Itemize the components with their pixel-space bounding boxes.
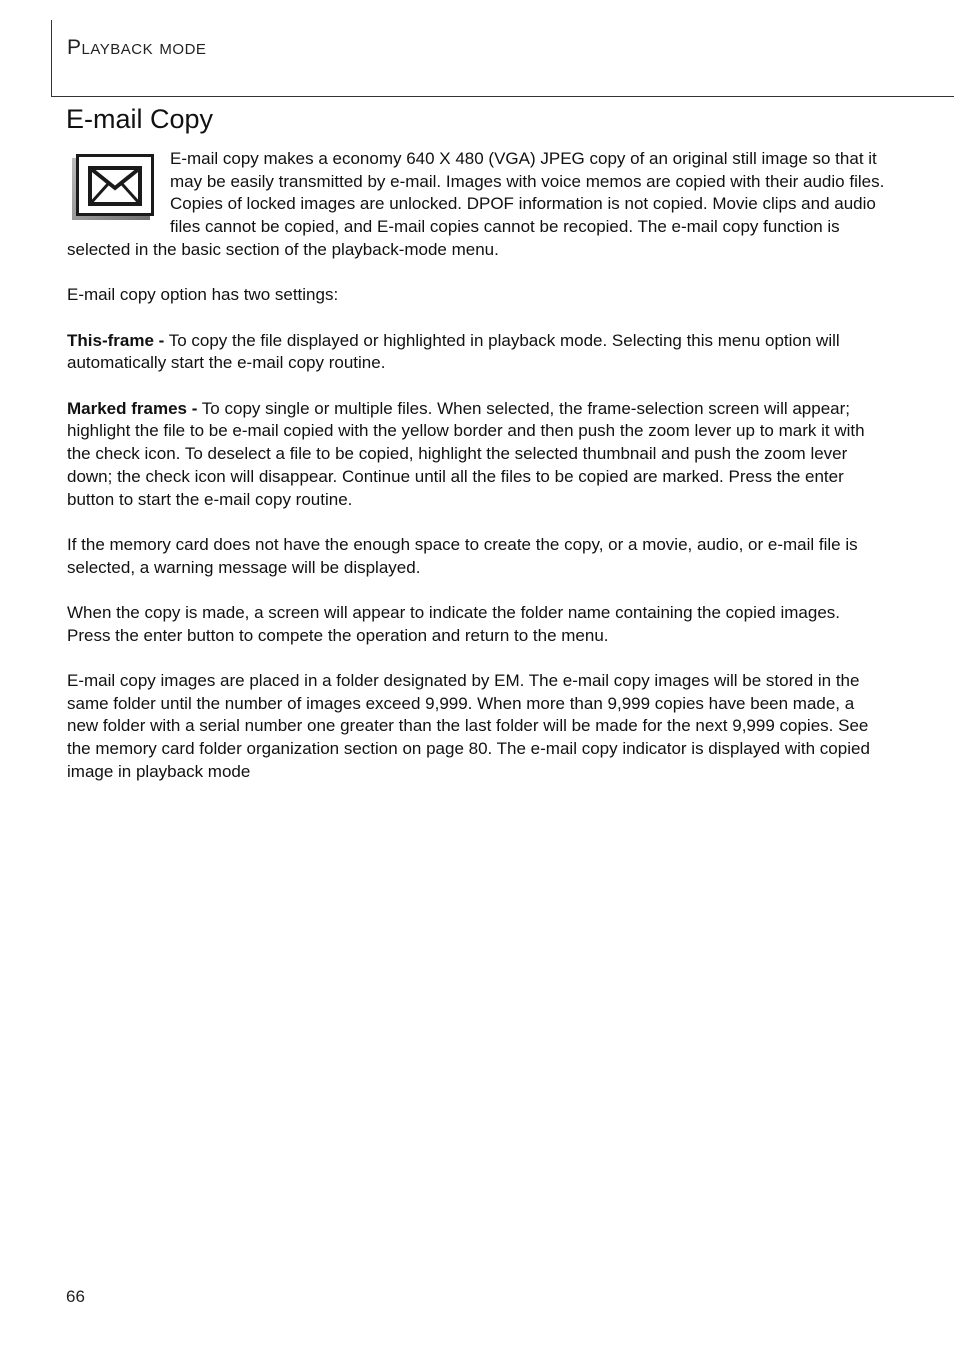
marked-frames-term: Marked frames -	[67, 398, 198, 418]
email-copy-icon	[72, 154, 154, 218]
marked-frames-text: To copy single or multiple files. When selected, the frame-selection screen will appear; highlight the file to be e-mail copied with the yellow border and then push the zoom lever up to mark it with the check icon. To deselect a file to be copied, highlight the selected thumbnail and push the zoom lever down; the check icon will disappear. Continue until all the files to be copied are marked. Press the enter button to start the e-mail copy routine.	[67, 398, 865, 509]
folder-paragraph: E-mail copy images are placed in a folder designated by EM. The e-mail copy images will be stored in the same folder until the number of images exceed 9,999. When more than 9,999 copies have been made, a new folder with a serial number one greater than the last folder will be made for the next 9,999 copies. See the memory card folder organization section on page 80. The e-mail copy indicator is displayed with copied image in playback mode	[67, 671, 870, 781]
this-frame-paragraph	[67, 330, 887, 375]
section-header: Playback mode	[67, 36, 207, 59]
intro-paragraph	[67, 148, 887, 262]
this-frame-text: To copy the file displayed or highlighted in playback mode. Selecting this menu option will automatically start the e-mail copy routine.	[67, 330, 840, 373]
page-number: 66	[66, 1287, 85, 1306]
this-frame-term: This-frame -	[67, 330, 165, 350]
main-content	[67, 148, 887, 806]
page-title: E-mail Copy	[66, 104, 214, 134]
intro-text: E-mail copy makes a economy 640 X 480 (VGA) JPEG copy of an original still image so that it may be easily transmitted by e-mail. Images with voice memos are copied with their audio files. Copies of locked images are unlocked. DPOF information is not copied. Movie clips and audio files cannot be copied, and E-mail copies cannot be recopied. The e-mail copy function is selected in the basic section of the playback-mode menu.	[67, 149, 885, 259]
settings-intro: E-mail copy option has two settings:	[67, 285, 339, 305]
header-vertical-rule	[51, 20, 52, 97]
marked-frames-paragraph	[67, 398, 887, 512]
header-horizontal-rule	[51, 96, 954, 97]
completion-paragraph: When the copy is made, a screen will appear to indicate the folder name containing the copied images. Press the enter button to compete the operation and return to the menu.	[67, 602, 841, 645]
warning-paragraph: If the memory card does not have the enough space to create the copy, or a movie, audio, or e-mail file is selected, a warning message will be displayed.	[67, 534, 858, 577]
envelope-icon	[88, 166, 142, 206]
